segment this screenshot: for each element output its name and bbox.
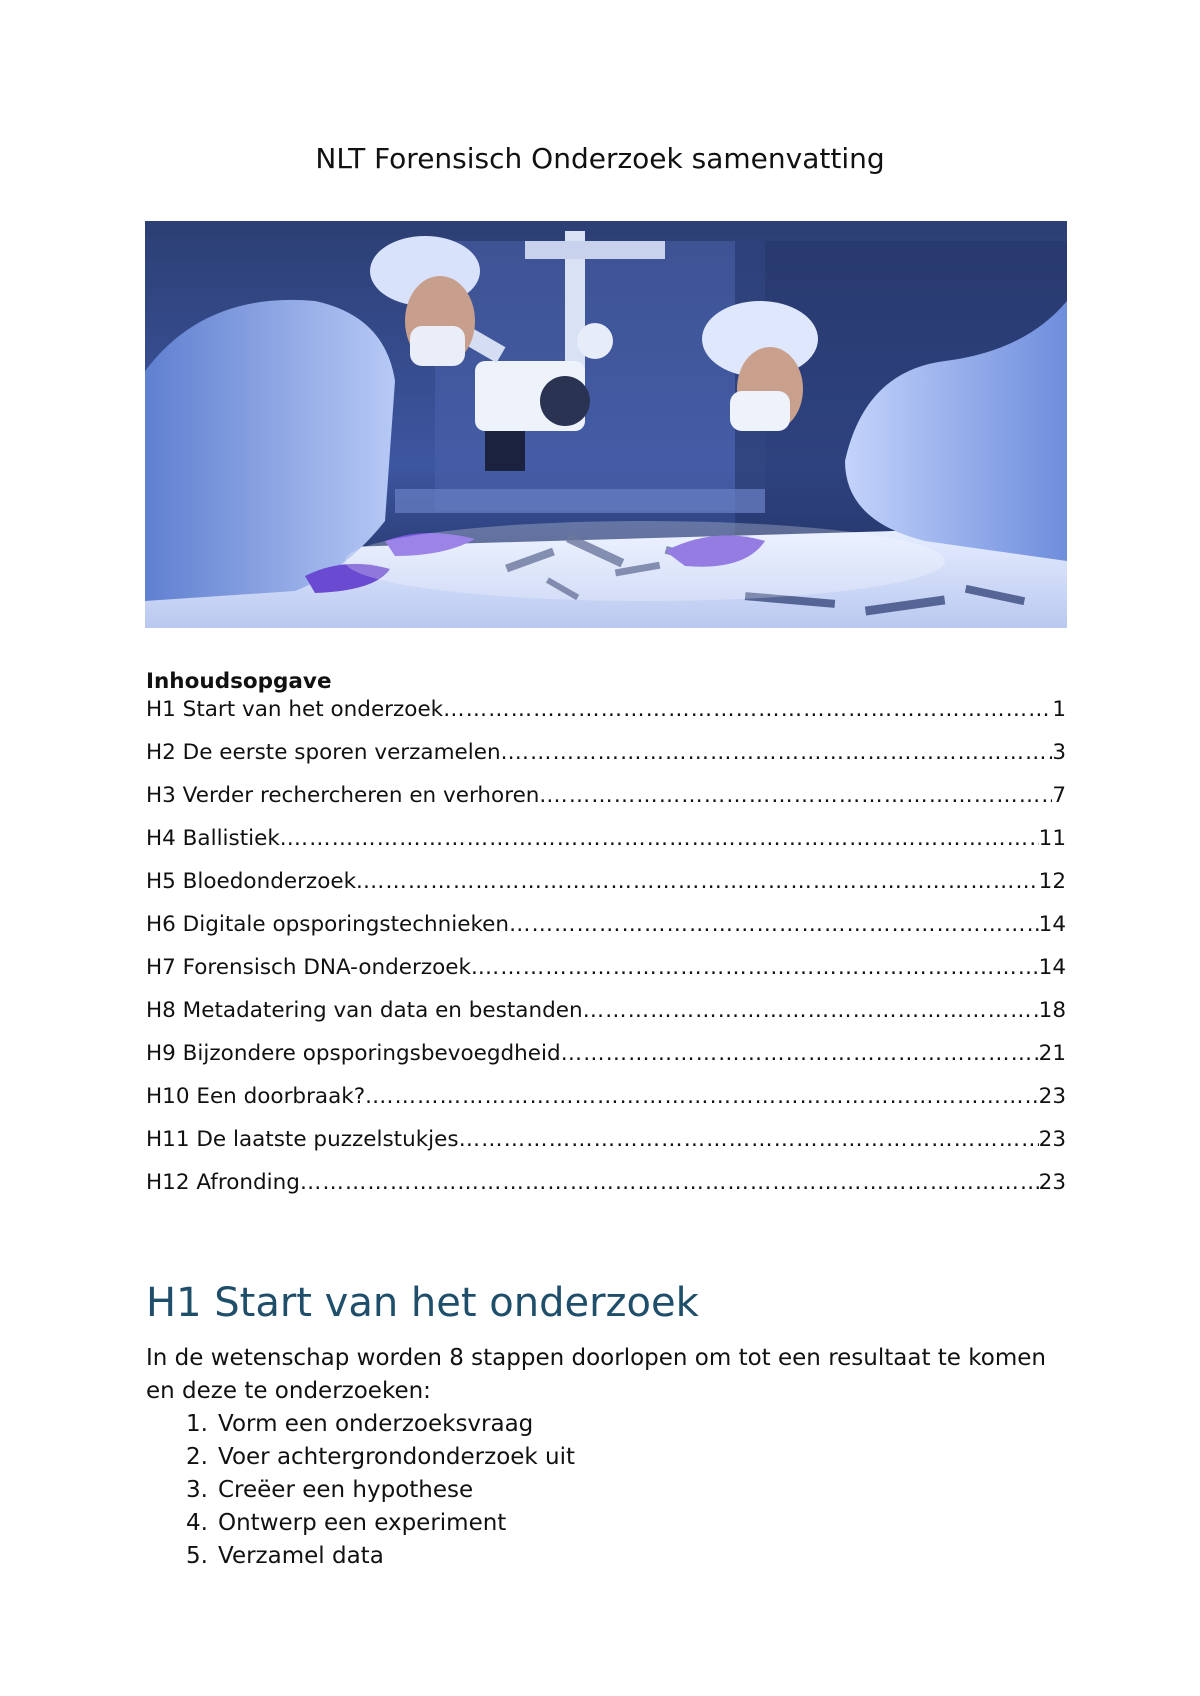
toc-entry-page: 12: [1038, 869, 1066, 894]
toc-entry[interactable]: [146, 953, 1066, 983]
toc-dot-leader: [363, 867, 1039, 897]
toc-dot-leader: [509, 910, 1039, 940]
toc-entry-label: H9 Bijzondere opsporingsbevoegdheid: [146, 1041, 561, 1066]
toc-entry-label: H10 Een doorbraak?.: [146, 1084, 372, 1109]
toc-dot-leader: [583, 996, 1039, 1026]
toc-entry[interactable]: [146, 867, 1066, 897]
steps-list: [146, 1408, 1046, 1573]
toc-entry-page: 1: [1052, 697, 1066, 722]
step-number: 3.: [186, 1477, 208, 1503]
toc-entry-label: H5 Bloedonderzoek.: [146, 869, 363, 894]
toc-entry-label: H6 Digitale opsporingstechnieken: [146, 912, 510, 937]
document-title: NLT Forensisch Onderzoek samenvatting: [315, 142, 885, 175]
toc-dot-leader: [561, 1039, 1039, 1069]
step-text: Vorm een onderzoeksvraag: [218, 1411, 534, 1437]
toc-entry-page: 21: [1038, 1041, 1066, 1066]
toc-entry-label: H4 Ballistiek.: [146, 826, 287, 851]
toc-dot-leader: [300, 1168, 1039, 1198]
toc-entry[interactable]: [146, 695, 1066, 725]
step-text: Creëer een hypothese: [218, 1477, 474, 1503]
step-number: 4.: [186, 1510, 208, 1536]
toc-entry-label: H2 De eerste sporen verzamelen.: [146, 740, 508, 765]
toc-entry[interactable]: [146, 781, 1066, 811]
section-heading-h1: H1 Start van het onderzoek: [146, 1280, 699, 1326]
step-text: Ontwerp een experiment: [218, 1510, 507, 1536]
toc-entry[interactable]: [146, 1125, 1066, 1155]
toc-entry[interactable]: [146, 1082, 1066, 1112]
toc-entry-page: 3: [1052, 740, 1066, 765]
toc-entry[interactable]: [146, 1039, 1066, 1069]
toc-dot-leader: [287, 824, 1039, 854]
section-intro-paragraph: In de wetenschap worden 8 stappen doorlopen om tot een resultaat te komen en deze te onderzoeken:: [146, 1345, 1046, 1404]
step-text: Voer achtergrondonderzoek uit: [218, 1444, 576, 1470]
step-number: 2.: [186, 1444, 208, 1470]
toc-entry-page: 18: [1038, 998, 1066, 1023]
toc-dot-leader: [507, 738, 1052, 768]
step-list-item: [146, 1507, 1046, 1540]
forensic-lab-photo: [145, 221, 1067, 628]
step-number: 5.: [186, 1543, 208, 1569]
toc-entry-page: 11: [1038, 826, 1066, 851]
toc-entry-label: H12 Afronding: [146, 1170, 300, 1195]
toc-entry-page: 7: [1052, 783, 1066, 808]
toc-entry-label: H7 Forensisch DNA-onderzoek.: [146, 955, 478, 980]
toc-entry-label: H1 Start van het onderzoek: [146, 697, 444, 722]
toc-entry-page: 14: [1038, 912, 1066, 937]
toc-entry[interactable]: [146, 824, 1066, 854]
toc-dot-leader: [459, 1125, 1039, 1155]
toc-dot-leader: [478, 953, 1039, 983]
toc-entry-page: 23: [1038, 1170, 1066, 1195]
toc-entry-label: H11 De laatste puzzelstukjes: [146, 1127, 459, 1152]
step-list-item: [146, 1540, 1046, 1573]
toc-entry[interactable]: [146, 738, 1066, 768]
step-list-item: [146, 1408, 1046, 1441]
toc-dot-leader: [443, 695, 1052, 725]
toc-entry-label: H8 Metadatering van data en bestanden: [146, 998, 583, 1023]
table-of-contents: [146, 668, 1066, 1211]
toc-dot-leader: [546, 781, 1052, 811]
toc-entry-page: 14: [1038, 955, 1066, 980]
step-list-item: [146, 1441, 1046, 1474]
toc-entry-page: 23: [1038, 1127, 1066, 1152]
step-number: 1.: [186, 1411, 208, 1437]
toc-dot-leader: [372, 1082, 1039, 1112]
toc-entry-label: H3 Verder rechercheren en verhoren.: [146, 783, 547, 808]
toc-entry[interactable]: [146, 1168, 1066, 1198]
toc-entry-page: 23: [1038, 1084, 1066, 1109]
toc-entry[interactable]: [146, 910, 1066, 940]
toc-heading: Inhoudsopgave: [146, 669, 332, 694]
toc-entry[interactable]: [146, 996, 1066, 1026]
step-list-item: [146, 1474, 1046, 1507]
step-text: Verzamel data: [218, 1543, 384, 1569]
